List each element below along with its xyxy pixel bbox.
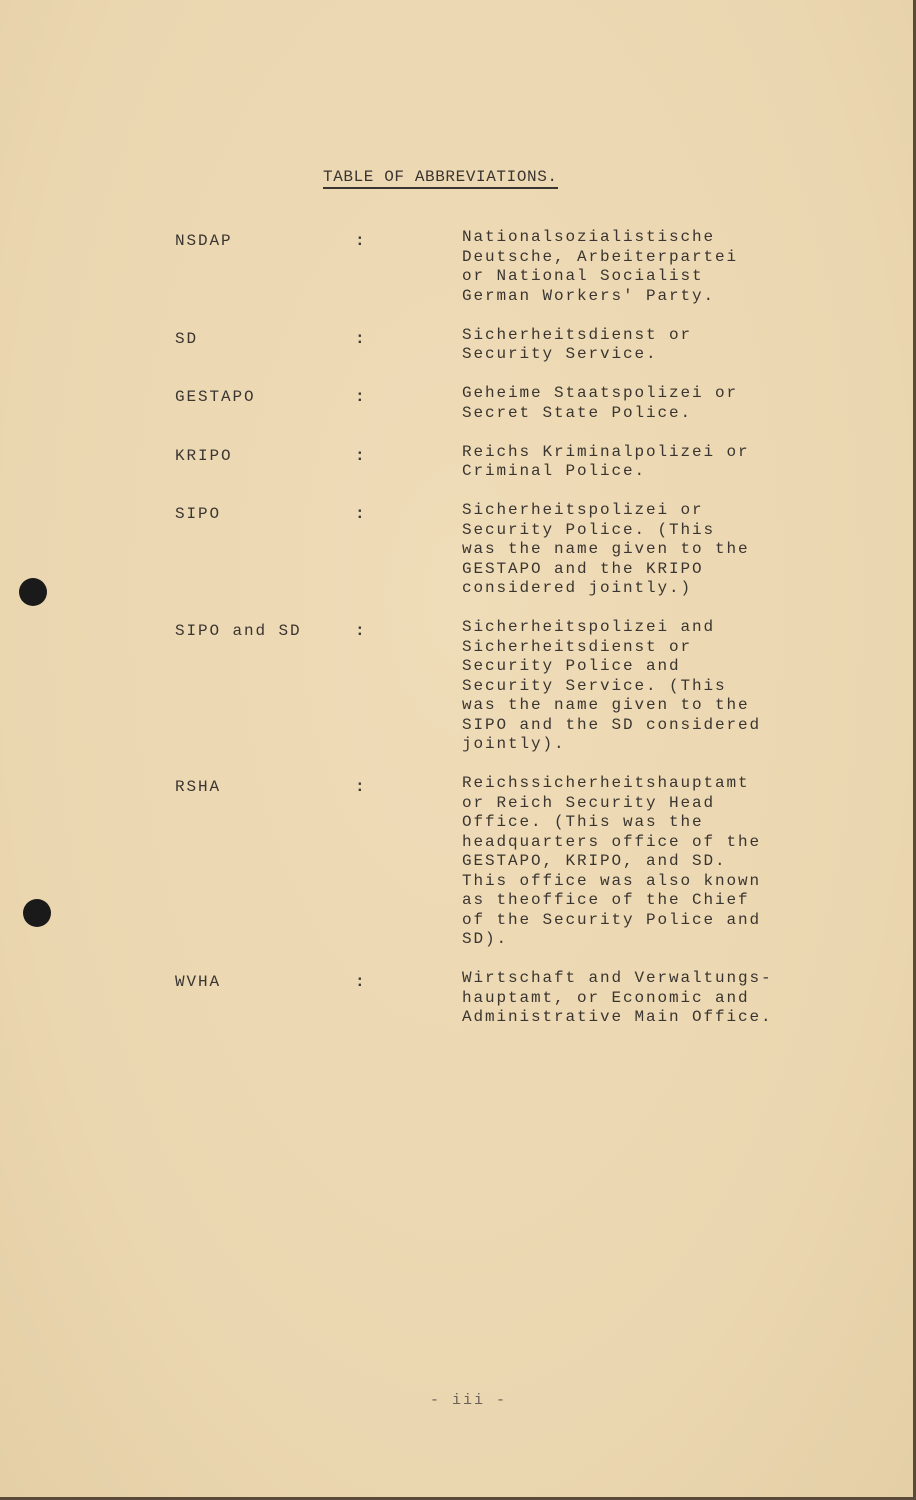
abbreviation-entry <box>175 969 815 1028</box>
abbreviation-entry <box>175 443 815 482</box>
abbreviation-definition: Sicherheitspolizei or Security Police. (This was the name given to the GESTAPO and the KRIPO considered jointly.) <box>462 501 750 597</box>
abbreviation-term: SIPO <box>175 505 222 523</box>
abbreviation-entry <box>175 501 815 599</box>
abbreviation-definition: Sicherheitsdienst or Security Service. <box>462 325 693 363</box>
separator: : <box>355 505 367 523</box>
punch-hole <box>19 578 47 606</box>
punch-hole <box>23 899 51 927</box>
separator: : <box>355 446 367 465</box>
separator: : <box>355 973 367 991</box>
abbreviation-entry <box>175 618 815 755</box>
page-number: - iii - <box>429 1392 507 1409</box>
separator: : <box>355 232 367 250</box>
abbreviation-definition: Geheime Staatspolizei or Secret State Police. <box>462 384 739 422</box>
abbreviation-definition: Nationalsozialistische Deutsche, Arbeiterpartei or National Socialist German Workers' Party. <box>462 228 739 305</box>
abbreviation-definition: Wirtschaft and Verwaltungs- hauptamt, or Economic and Administrative Main Office. <box>462 969 773 1026</box>
page-title: TABLE OF ABBREVIATIONS. <box>323 168 558 189</box>
abbreviation-term: RSHA <box>175 778 222 796</box>
abbreviation-definition: Sicherheitspolizei and Sicherheitsdienst or Security Police and Security Service. (This was the name given to the SIPO and the SD considered jointly). <box>462 618 762 753</box>
abbreviation-term: WVHA <box>175 973 222 991</box>
separator: : <box>355 622 367 640</box>
abbreviation-term: SD <box>175 329 199 348</box>
separator: : <box>355 388 367 406</box>
abbreviation-definition: Reichs Kriminalpolizei or Criminal Police. <box>462 442 750 480</box>
abbreviation-term: KRIPO <box>175 446 233 465</box>
abbreviation-term: SIPO and SD <box>175 622 302 640</box>
abbreviation-entry <box>175 774 815 950</box>
abbreviation-entry <box>175 326 815 365</box>
abbreviation-term: NSDAP <box>175 232 233 250</box>
abbreviations-list <box>175 228 815 1047</box>
abbreviation-entry <box>175 384 815 423</box>
separator: : <box>355 778 367 796</box>
separator: : <box>355 329 367 348</box>
abbreviation-definition: Reichssicherheitshauptamt or Reich Security Head Office. (This was the headquarters office of the GESTAPO, KRIPO, and SD. This office was also known as theoffice of the Chief of the Security Police and SD). <box>462 774 762 948</box>
abbreviation-term: GESTAPO <box>175 388 256 406</box>
abbreviation-entry <box>175 228 815 306</box>
